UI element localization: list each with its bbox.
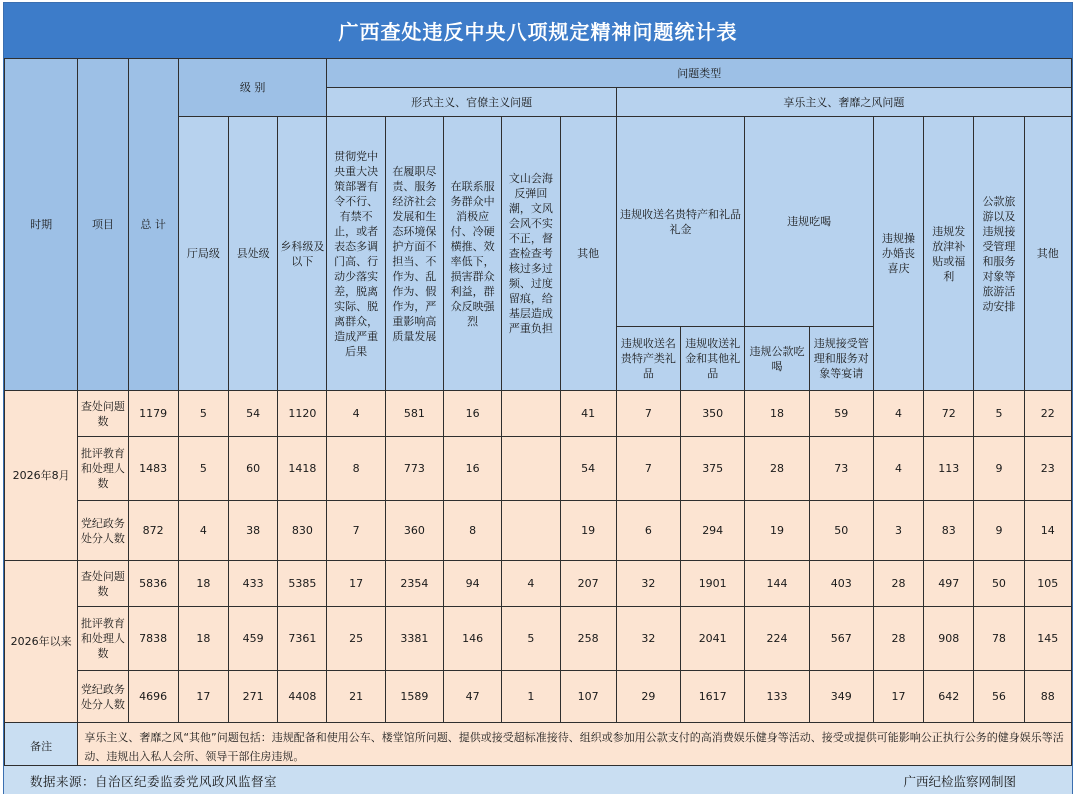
cell-total: 872: [128, 501, 178, 561]
cell-level-ting: 5: [178, 391, 228, 437]
header-problem-type: 问题类型: [327, 59, 1072, 88]
cell-f2: 581: [385, 391, 443, 437]
cell-gift-b: 1617: [681, 671, 745, 723]
cell-allowance: 908: [924, 607, 974, 671]
cell-f5: 207: [560, 561, 616, 607]
period-label: 2026年8月: [5, 391, 78, 561]
cell-f1: 17: [327, 561, 385, 607]
data-source: 数据来源：自治区纪委监委党风政风监督室: [30, 774, 278, 789]
cell-total: 4696: [128, 671, 178, 723]
cell-total: 1483: [128, 437, 178, 501]
cell-f3: 146: [443, 607, 501, 671]
cell-total: 7838: [128, 607, 178, 671]
cell-level-xian: 271: [228, 671, 277, 723]
cell-f4: 1: [502, 671, 560, 723]
header-hedonism: 享乐主义、奢靡之风问题: [616, 88, 1071, 117]
header-wedding: 违规操办婚丧喜庆: [873, 117, 923, 391]
header-allowance: 违规发放津补贴或福利: [924, 117, 974, 391]
table-row: [5, 437, 1072, 501]
cell-eat-a: 144: [745, 561, 809, 607]
header-total: 总 计: [128, 59, 178, 391]
header-gift-b: 违规收送礼金和其他礼品: [681, 327, 745, 391]
row-item: 批评教育和处理人数: [78, 607, 128, 671]
cell-eat-a: 19: [745, 501, 809, 561]
cell-travel: 9: [974, 501, 1024, 561]
header-formalism-1: 贯彻党中央重大决策部署有令不行、有禁不止，或者表态多调门高、行动少落实差，脱离实际、脱离群众，造成严重后果: [327, 117, 385, 391]
cell-level-xiang: 1120: [278, 391, 327, 437]
cell-allowance: 83: [924, 501, 974, 561]
header-period: 时期: [5, 59, 78, 391]
cell-gift-a: 6: [616, 501, 680, 561]
cell-level-xiang: 4408: [278, 671, 327, 723]
cell-f5: 41: [560, 391, 616, 437]
cell-wedding: 28: [873, 607, 923, 671]
row-item: 查处问题数: [78, 391, 128, 437]
cell-level-ting: 4: [178, 501, 228, 561]
cell-allowance: 497: [924, 561, 974, 607]
cell-travel: 50: [974, 561, 1024, 607]
cell-level-xiang: 5385: [278, 561, 327, 607]
header-level-ting: 厅局级: [178, 117, 228, 391]
header-travel: 公款旅游以及违规接受管理和服务对象等旅游活动安排: [974, 117, 1024, 391]
cell-travel: 9: [974, 437, 1024, 501]
table-row: [5, 671, 1072, 723]
cell-f4: [502, 437, 560, 501]
table-row: [5, 501, 1072, 561]
cell-level-ting: 5: [178, 437, 228, 501]
cell-wedding: 4: [873, 437, 923, 501]
cell-f1: 8: [327, 437, 385, 501]
cell-eat-b: 349: [809, 671, 873, 723]
cell-f1: 25: [327, 607, 385, 671]
cell-wedding: 17: [873, 671, 923, 723]
cell-gift-a: 7: [616, 437, 680, 501]
cell-f1: 21: [327, 671, 385, 723]
header-formalism-4: 文山会海反弹回潮，文风会风不实不正，督查检查考核过多过频、过度留痕，给基层造成严重负担: [502, 117, 560, 391]
cell-allowance: 642: [924, 671, 974, 723]
cell-level-ting: 18: [178, 561, 228, 607]
cell-other: 145: [1024, 607, 1071, 671]
cell-f4: 4: [502, 561, 560, 607]
cell-f2: 3381: [385, 607, 443, 671]
cell-gift-a: 29: [616, 671, 680, 723]
footer-bar: [4, 765, 1072, 794]
cell-f1: 4: [327, 391, 385, 437]
note-label: 备注: [5, 723, 78, 771]
cell-travel: 78: [974, 607, 1024, 671]
header-formalism-2: 在履职尽责、服务经济社会发展和生态环境保护方面不担当、不作为、乱作为、假作为，严重影响高质量发展: [385, 117, 443, 391]
table-row: [5, 561, 1072, 607]
cell-level-xian: 433: [228, 561, 277, 607]
cell-f4: [502, 391, 560, 437]
cell-f3: 16: [443, 391, 501, 437]
cell-f4: 5: [502, 607, 560, 671]
cell-f5: 19: [560, 501, 616, 561]
cell-eat-a: 18: [745, 391, 809, 437]
cell-f1: 7: [327, 501, 385, 561]
cell-level-xiang: 7361: [278, 607, 327, 671]
row-item: 党纪政务处分人数: [78, 501, 128, 561]
row-item: 查处问题数: [78, 561, 128, 607]
cell-allowance: 72: [924, 391, 974, 437]
cell-f2: 1589: [385, 671, 443, 723]
table-row: [5, 607, 1072, 671]
cell-eat-b: 50: [809, 501, 873, 561]
header-item: 项目: [78, 59, 128, 391]
cell-eat-a: 224: [745, 607, 809, 671]
cell-other: 22: [1024, 391, 1071, 437]
header-level-xiang: 乡科级及以下: [278, 117, 327, 391]
stats-table-frame: [3, 2, 1073, 794]
cell-wedding: 28: [873, 561, 923, 607]
cell-level-xiang: 830: [278, 501, 327, 561]
header-gift-a: 违规收送名贵特产类礼品: [616, 327, 680, 391]
cell-level-xian: 54: [228, 391, 277, 437]
cell-other: 14: [1024, 501, 1071, 561]
table-title: 广西查处违反中央八项规定精神问题统计表: [4, 3, 1072, 58]
cell-f2: 2354: [385, 561, 443, 607]
cell-eat-b: 59: [809, 391, 873, 437]
header-formalism-other: 其他: [560, 117, 616, 391]
cell-eat-a: 133: [745, 671, 809, 723]
header-level-xian: 县处级: [228, 117, 277, 391]
stats-table: [4, 58, 1072, 771]
cell-f3: 94: [443, 561, 501, 607]
cell-f3: 8: [443, 501, 501, 561]
cell-gift-b: 1901: [681, 561, 745, 607]
cell-f2: 360: [385, 501, 443, 561]
cell-eat-a: 28: [745, 437, 809, 501]
cell-eat-b: 73: [809, 437, 873, 501]
cell-level-xian: 459: [228, 607, 277, 671]
table-row: [5, 391, 1072, 437]
cell-eat-b: 567: [809, 607, 873, 671]
header-eat: 违规吃喝: [745, 117, 874, 327]
chart-credit: 广西纪检监察网制图: [903, 774, 1016, 789]
cell-gift-a: 32: [616, 607, 680, 671]
cell-travel: 56: [974, 671, 1024, 723]
cell-allowance: 113: [924, 437, 974, 501]
cell-f3: 16: [443, 437, 501, 501]
cell-gift-b: 350: [681, 391, 745, 437]
header-eat-a: 违规公款吃喝: [745, 327, 809, 391]
cell-wedding: 4: [873, 391, 923, 437]
cell-f4: [502, 501, 560, 561]
cell-level-xian: 38: [228, 501, 277, 561]
header-eat-b: 违规接受管理和服务对象等宴请: [809, 327, 873, 391]
cell-f3: 47: [443, 671, 501, 723]
row-item: 批评教育和处理人数: [78, 437, 128, 501]
cell-gift-a: 32: [616, 561, 680, 607]
cell-gift-a: 7: [616, 391, 680, 437]
cell-other: 88: [1024, 671, 1071, 723]
cell-f2: 773: [385, 437, 443, 501]
cell-f5: 107: [560, 671, 616, 723]
header-hedonism-other: 其他: [1024, 117, 1071, 391]
cell-gift-b: 375: [681, 437, 745, 501]
row-item: 党纪政务处分人数: [78, 671, 128, 723]
cell-level-xiang: 1418: [278, 437, 327, 501]
period-label: 2026年以来: [5, 561, 78, 723]
cell-travel: 5: [974, 391, 1024, 437]
cell-other: 23: [1024, 437, 1071, 501]
header-formalism: 形式主义、官僚主义问题: [327, 88, 616, 117]
cell-f5: 258: [560, 607, 616, 671]
cell-gift-b: 294: [681, 501, 745, 561]
cell-level-ting: 17: [178, 671, 228, 723]
note-text: 享乐主义、奢靡之风“其他”问题包括：违规配备和使用公车、楼堂馆所问题、提供或接受超标准接待、组织或参加用公款支付的高消费娱乐健身等活动、接受或提供可能影响公正执行公务的健身娱乐等活动、违规出入私人会所、领导干部住房违规。: [78, 723, 1072, 771]
cell-other: 105: [1024, 561, 1071, 607]
cell-eat-b: 403: [809, 561, 873, 607]
header-level: 级 别: [178, 59, 327, 117]
cell-level-xian: 60: [228, 437, 277, 501]
cell-f5: 54: [560, 437, 616, 501]
cell-total: 1179: [128, 391, 178, 437]
cell-gift-b: 2041: [681, 607, 745, 671]
cell-wedding: 3: [873, 501, 923, 561]
cell-total: 5836: [128, 561, 178, 607]
header-gift: 违规收送名贵特产和礼品礼金: [616, 117, 745, 327]
cell-level-ting: 18: [178, 607, 228, 671]
header-formalism-3: 在联系服务群众中消极应付、冷硬横推、效率低下，损害群众利益，群众反映强烈: [443, 117, 501, 391]
